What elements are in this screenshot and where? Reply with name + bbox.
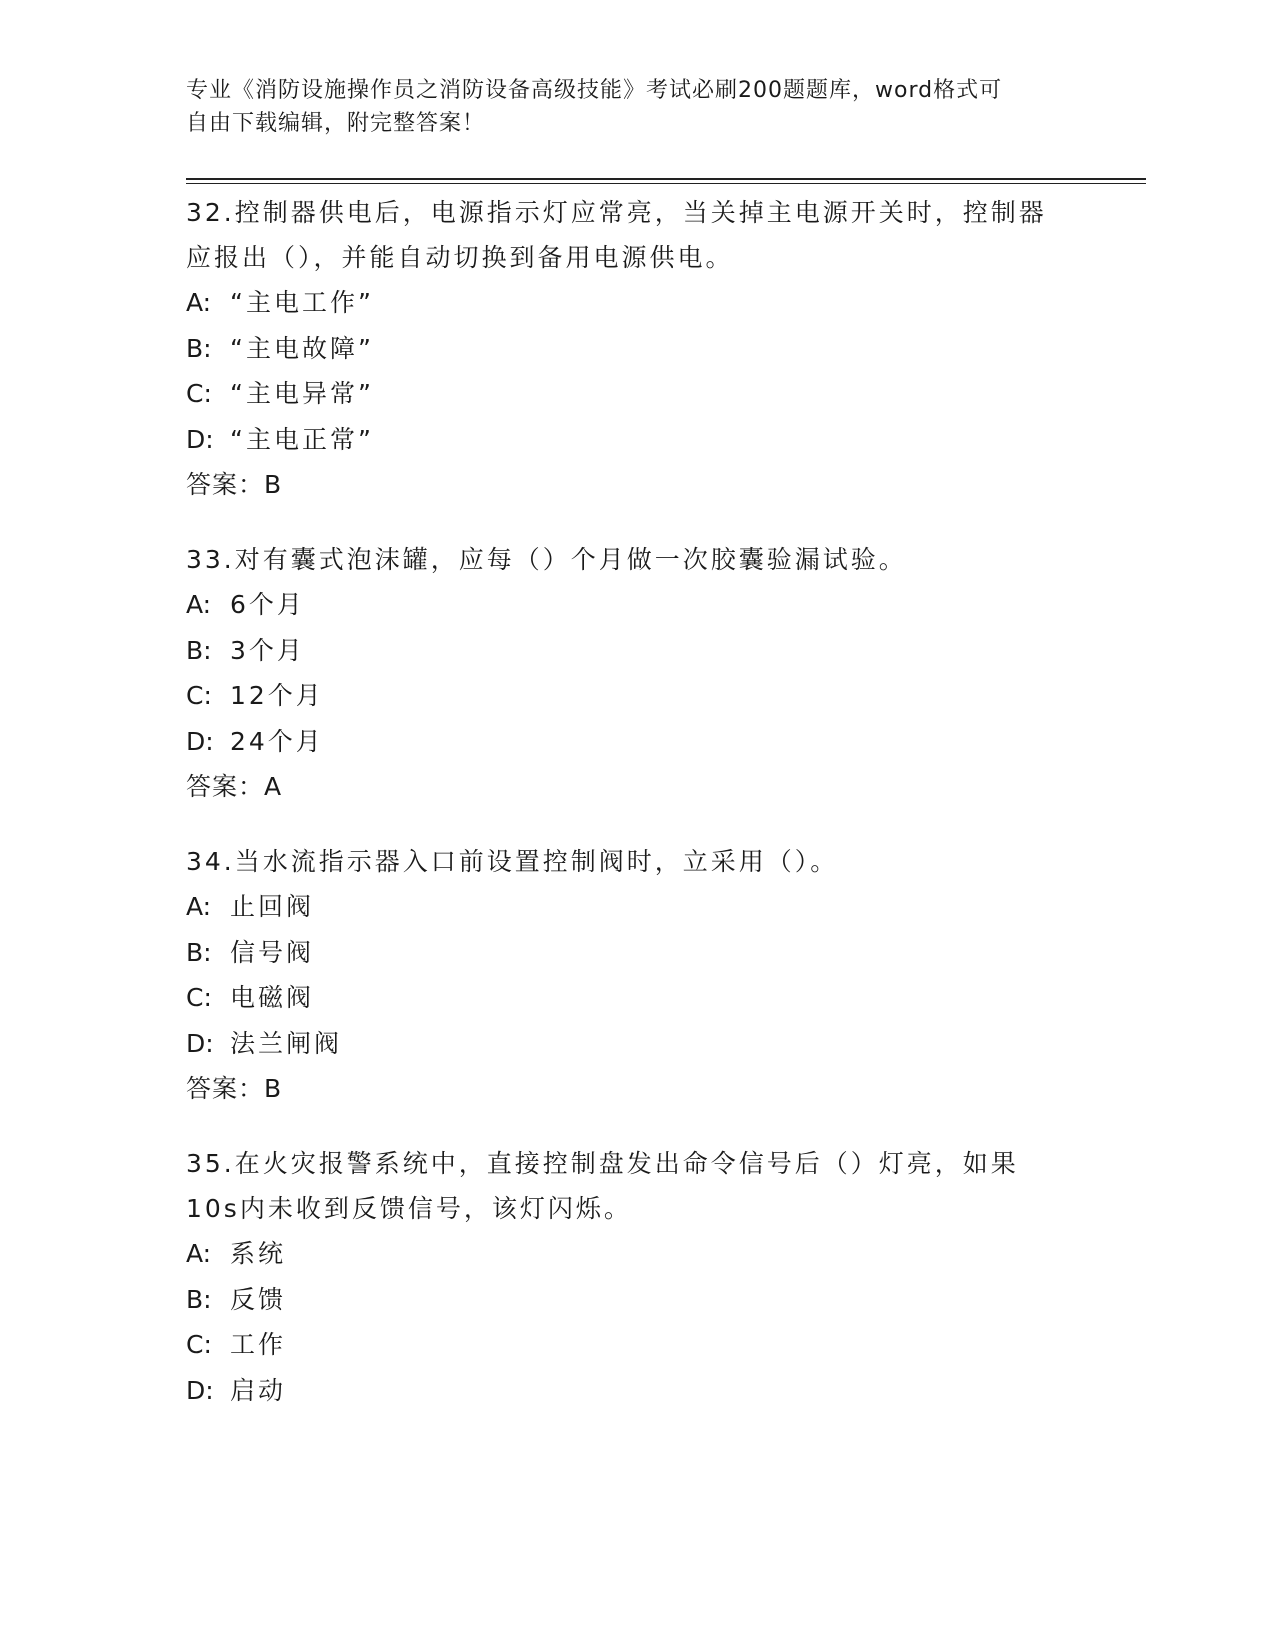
- question-32: [186, 190, 1086, 507]
- option-letter: B:: [186, 1284, 212, 1314]
- option-letter: C:: [186, 1330, 212, 1359]
- option-text: “主电故障”: [230, 333, 374, 363]
- option-a: [186, 280, 1086, 326]
- option-letter: D:: [186, 1375, 214, 1405]
- option-b: [186, 930, 1086, 976]
- header-line: 自由下载编辑，附完整答案！: [186, 111, 486, 136]
- option-text: 反馈: [230, 1284, 287, 1314]
- option-text: “主电异常”: [230, 379, 374, 408]
- option-c: [186, 371, 1086, 417]
- question-text: 34.当水流指示器入口前设置控制阀时，立采用（）。: [186, 847, 839, 876]
- option-text: 启动: [230, 1375, 287, 1405]
- option-letter: A:: [186, 288, 212, 317]
- option-letter: C:: [186, 379, 212, 408]
- option-c: [186, 673, 1086, 719]
- option-text: 信号阀: [230, 937, 315, 967]
- option-c: [186, 975, 1086, 1021]
- option-b: [186, 628, 1086, 674]
- option-d: [186, 1368, 1086, 1414]
- option-text: 12个月: [230, 681, 324, 710]
- question-35: [186, 1141, 1086, 1413]
- option-text: 止回阀: [230, 892, 315, 921]
- option-letter: C:: [186, 983, 212, 1012]
- option-letter: B:: [186, 635, 212, 665]
- question-text: 32.控制器供电后，电源指示灯应常亮，当关掉主电源开关时，控制器应报出（），并能自动切换到备用电源供电。: [186, 198, 1047, 272]
- option-letter: A:: [186, 892, 212, 921]
- option-letter: A:: [186, 590, 212, 619]
- option-letter: B:: [186, 333, 212, 363]
- option-text: 工作: [230, 1330, 287, 1359]
- option-a: [186, 884, 1086, 930]
- option-text: 电磁阀: [230, 983, 315, 1012]
- document-header: [186, 74, 1066, 140]
- option-text: 24个月: [230, 726, 324, 756]
- question-34: [186, 839, 1086, 1111]
- header-divider: [186, 178, 1146, 184]
- option-letter: D:: [186, 1028, 214, 1058]
- option-d: [186, 417, 1086, 463]
- option-letter: D:: [186, 424, 214, 454]
- option-c: [186, 1322, 1086, 1368]
- answer-line: 答案：B: [186, 1074, 283, 1103]
- question-text: 33.对有囊式泡沫罐，应每（）个月做一次胶囊验漏试验。: [186, 545, 907, 574]
- question-text: 35.在火灾报警系统中，直接控制盘发出命令信号后（）灯亮，如果10s内未收到反馈信号，该灯闪烁。: [186, 1149, 1019, 1223]
- answer-line: 答案：B: [186, 470, 283, 499]
- option-a: [186, 582, 1086, 628]
- option-text: “主电正常”: [230, 424, 374, 454]
- option-letter: D:: [186, 726, 214, 756]
- option-text: 6个月: [230, 590, 305, 619]
- option-letter: A:: [186, 1239, 212, 1268]
- option-letter: B:: [186, 937, 212, 967]
- option-letter: C:: [186, 681, 212, 710]
- option-d: [186, 719, 1086, 765]
- option-text: 3个月: [230, 635, 305, 665]
- question-list: [186, 190, 1086, 1443]
- question-33: [186, 537, 1086, 809]
- header-line: 专业《消防设施操作员之消防设备高级技能》考试必刷200题题库，word格式可: [186, 78, 1003, 103]
- option-text: “主电工作”: [230, 288, 374, 317]
- option-text: 系统: [230, 1239, 287, 1268]
- option-a: [186, 1231, 1086, 1277]
- answer-line: 答案：A: [186, 772, 283, 801]
- option-text: 法兰闸阀: [230, 1028, 343, 1058]
- option-b: [186, 326, 1086, 372]
- option-d: [186, 1021, 1086, 1067]
- option-b: [186, 1277, 1086, 1323]
